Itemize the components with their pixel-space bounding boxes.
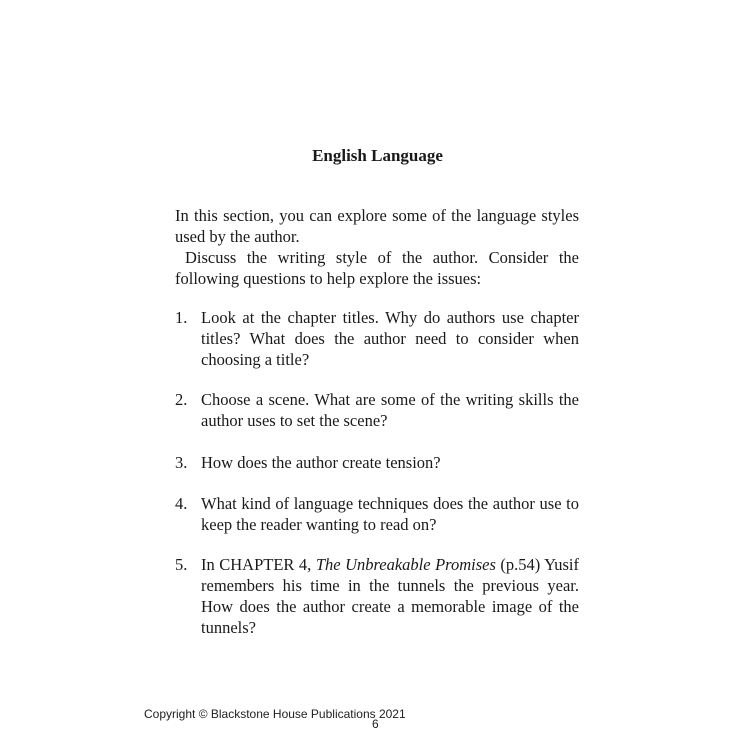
page-title: English Language — [312, 146, 443, 165]
question-text: How does the author create tension? — [201, 453, 441, 472]
question-text: What kind of language techniques does the author use to keep the reader wanting to read on? — [201, 494, 579, 534]
intro-text — [175, 205, 579, 289]
question-text-after: (p.54) Yusif remembers his time in the tunnels the previous year. How does the author create a memorable image of the tunnels? — [201, 555, 579, 637]
question-number: 5. — [175, 555, 188, 574]
chapter-title: The Unbreakable Promises — [315, 555, 496, 574]
question-number: 4. — [175, 494, 188, 513]
question-item-5 — [175, 554, 579, 638]
intro-paragraph-2: Discuss the writing style of the author. Consider the following questions to help explore the issues: — [175, 248, 579, 288]
question-text-before: In CHAPTER 4, — [201, 555, 316, 574]
question-number: 2. — [175, 390, 188, 409]
question-text: Look at the chapter titles. Why do authors use chapter titles? What does the author need to consider when choosing a title? — [201, 308, 579, 369]
intro-paragraph-1: In this section, you can explore some of the language styles used by the author. — [175, 206, 579, 246]
page-number: 6 — [372, 717, 379, 731]
question-number: 1. — [175, 308, 188, 327]
question-item-1 — [175, 307, 579, 370]
question-number: 3. — [175, 453, 188, 472]
question-item-4 — [175, 493, 579, 535]
question-item-2 — [175, 389, 579, 431]
question-item-3 — [175, 452, 579, 473]
question-text: Choose a scene. What are some of the writing skills the author uses to set the scene? — [201, 390, 579, 430]
copyright-notice: Copyright © Blackstone House Publications 2021 — [144, 707, 406, 721]
question-text — [201, 554, 579, 638]
